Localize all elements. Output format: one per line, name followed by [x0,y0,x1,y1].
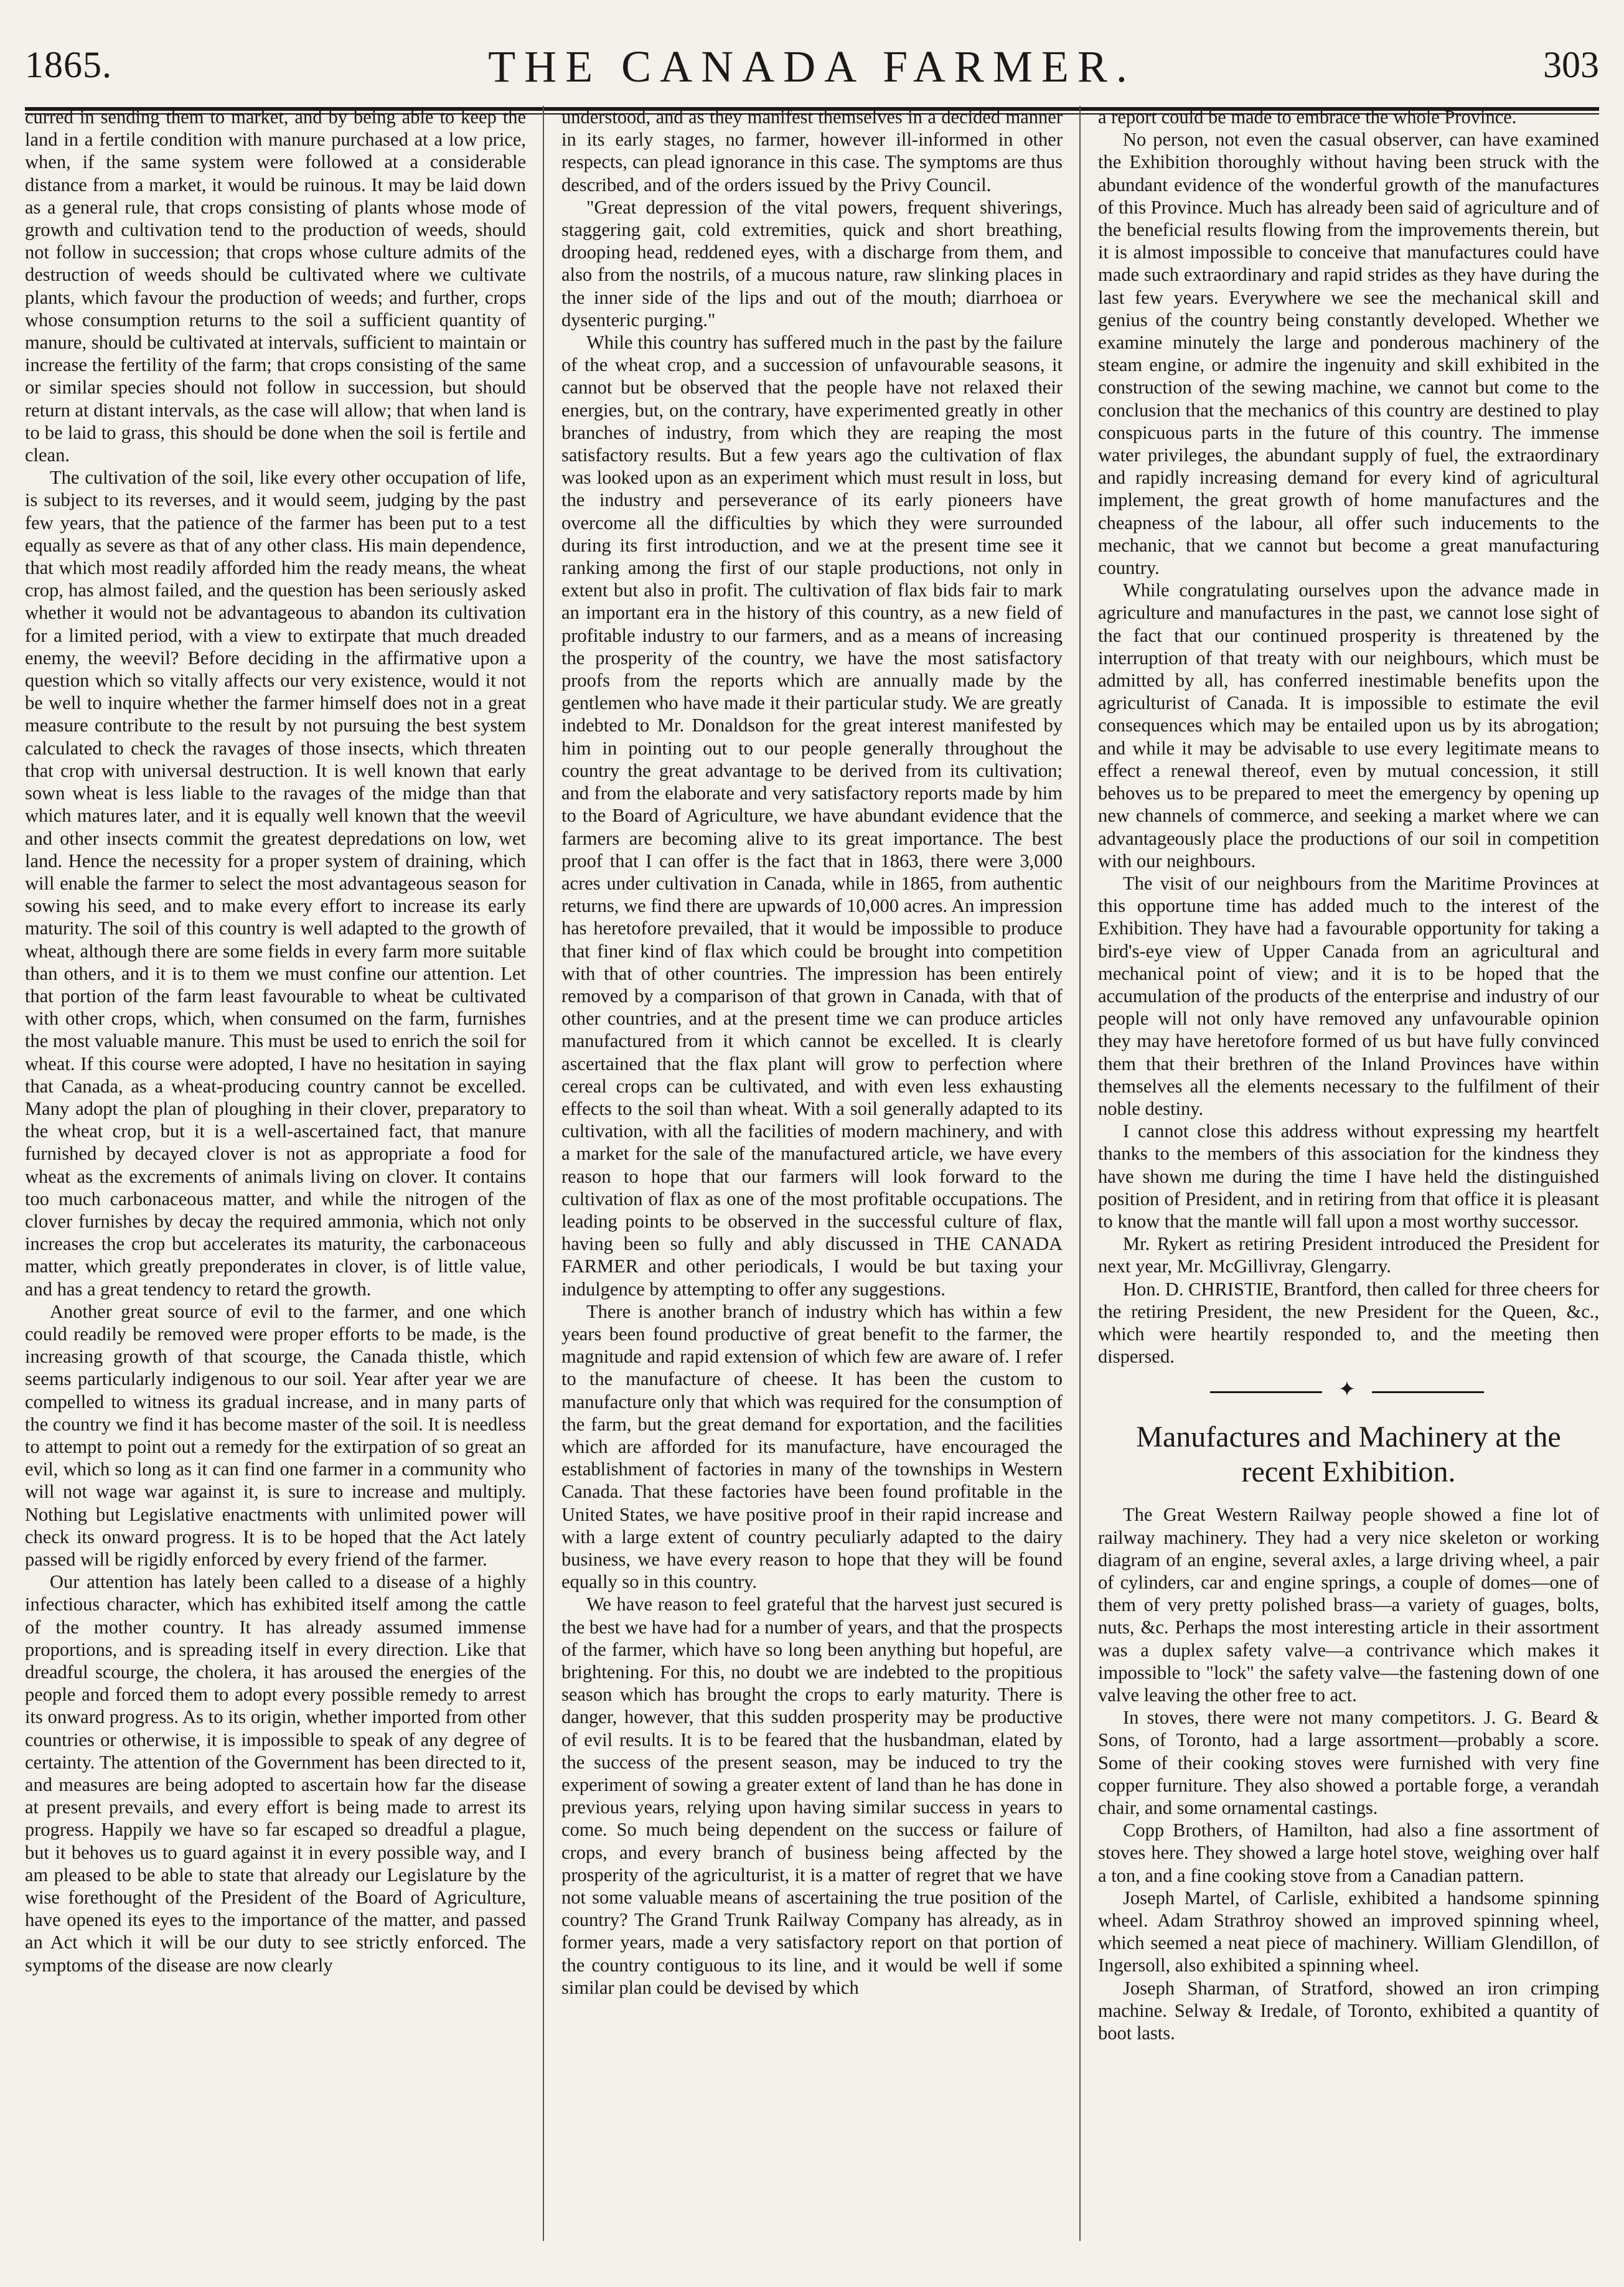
header-year: 1865. [25,44,112,85]
paragraph: Hon. D. CHRISTIE, Brantford, then called for three cheers for the retiring President, the new President for the Queen, &c., which were heartily responded to, and the meeting then dispersed. [1098,1278,1599,1368]
paragraph: The cultivation of the soil, like every other occupation of life, is subject to its reverses, and it would seem, judging by the past few years, that the patience of the farmer has been put to a test equally as severe as that of any other class. His main dependence, that which most readily afforded him the ready means, the wheat crop, has almost failed, and the question has been seriously asked whether it would not be advantageous to abandon its cultivation for a limited period, with a view to extirpate that much dreaded enemy, the weevil? Before deciding in the affirmative upon a question which so vitally affects our very existence, would it not be well to inquire whether the farmer himself does not in a great measure contribute to the result by not pursuing the best system calculated to check the ravages of those insects, which threaten that crop with universal destruction. It is well known that early sown wheat is less liable to the ravages of the midge than that which matures later, and it is equally well known that the weevil and other insects commit the greatest depredations on low, wet land. Hence the necessity for a proper system of draining, which will enable the farmer to select the most advantageous season for sowing his seed, and to make every effort to increase its early maturity. The soil of this country is well adapted to the growth of wheat, although there are some fields in every farm more suitable than others, and it is to them we must confine our attention. Let that portion of the farm least favourable to wheat be cultivated with other crops, which, when consumed on the farm, furnishes the most valuable manure. This must be used to enrich the soil for wheat. If this course were adopted, I have no hesitation in saying that Canada, as a wheat-producing country cannot be excelled. Many adopt the plan of ploughing in their clover, preparatory to the wheat crop, but it is a well-ascertained fact, that manure furnished by decayed clover is not as appropriate a food for wheat as the excrements of animals living on clover. It contains too much carbonaceous matter, and while the nitrogen of the clover furnishes by decay the required ammonia, which not only increases the crop but accelerates its maturity, the carbonaceous matter, which greatly preponderates in clover, is of little value, and has a great tendency to retard the growth. [25,467,526,1300]
ornament-icon: ✦ [1338,1378,1356,1402]
paragraph: Joseph Martel, of Carlisle, exhibited a handsome spinning wheel. Adam Strathroy showed an improved spinning wheel, which seemed a neat piece of machinery. William Glendillon, of Ingersoll, also exhibited a spinning wheel. [1098,1887,1599,1976]
column-3 [1098,106,1599,2241]
paragraph: No person, not even the casual observer, can have examined the Exhibition thoroughly without having been struck with the abundant evidence of the wonderful growth of the manufactures of this Province. Much has already been said of agriculture and of the beneficial results flowing from the improvements therein, but it is almost impossible to conceive that manufactures could have made such extraordinary and rapid strides as they have during the last few years. Everywhere we see the mechanical skill and genius of the country being constantly developed. Whether we examine minutely the large and ponderous machinery of the steam engine, or admire the ingenuity and skill exhibited in the construction of the sewing machine, we cannot but come to the conclusion that the mechanics of this country are destined to play conspicuous parts in the future of this country. The immense water privileges, the abundant supply of fuel, the extraordinary and rapidly increasing demand for every kind of agricultural implement, the great growth of home manufactures and the cheapness of the labour, all offer such inducements to the mechanic, that we cannot but become a great manufacturing country. [1098,129,1599,579]
paragraph: Joseph Sharman, of Stratford, showed an iron crimping machine. Selway & Iredale, of Toronto, exhibited a quantity of boot lasts. [1098,1977,1599,2044]
paragraph: Copp Brothers, of Hamilton, had also a fine assortment of stoves here. They showed a large hotel stove, weighing over half a ton, and a fine cooking stove from a Canadian pattern. [1098,1820,1599,1886]
paragraph: While this country has suffered much in the past by the failure of the wheat crop, and a succession of unfavourable seasons, it cannot but be observed that the people have not relaxed their energies, but, on the contrary, have experimented greatly in other branches of industry, from which they are reaping the most satisfactory results. But a few years ago the cultivation of flax was looked upon as an experiment which must result in loss, but the industry and perseverance of its early pioneers have overcome all the difficulties by which they were surrounded during its first introduction, and we at the present time see it ranking among the first of our staple productions, not only in extent but also in profit. The cultivation of flax bids fair to mark an important era in the history of this country, as a new field of profitable industry to our farmers, and as a means of increasing the prosperity of the country, we have the most satisfactory proofs from the reports which are annually made by the gentlemen who have made it their particular study. We are greatly indebted to Mr. Donaldson for the great interest manifested by him in pointing out to our people generally throughout the country the great advantage to be derived from its cultivation; and from the elaborate and very satisfactory reports made by him to the Board of Agriculture, we have abundant evidence that the farmers are becoming alive to its great importance. The best proof that I can offer is the fact that in 1863, there were 3,000 acres under cultivation in Canada, while in 1865, from authentic returns, we find there are upwards of 10,000 acres. An impression has heretofore prevailed, that it would be impossible to produce that finer kind of flax which could be brought into competition with that of other countries. The impression has been entirely removed by a comparison of that grown in Canada, with that of other countries, and at the present time we can produce articles manufactured from it which cannot be excelled. It is clearly ascertained that the flax plant will grow to perfection where cereal crops can be cultivated, and with even less exhausting effects to the soil than wheat. With a soil generally adapted to its cultivation, with all the facilities of modern machinery, and with a market for the sale of the manufactured article, we have every reason to hope that our farmers will look forward to the cultivation of flax as one of the most profitable occupations. The leading points to be observed in the successful culture of flax, having been so fully and ably discussed in THE CANADA FARMER and other periodicals, I would be but taxing your indulgence by attempting to offer any suggestions. [561,332,1063,1300]
column-1 [25,106,526,2241]
paragraph: Another great source of evil to the farmer, and one which could readily be removed were proper efforts to be made, is the increasing growth of that scourge, the Canada thistle, which seems particularly indigenous to our soil. Year after year we are compelled to witness its gradual increase, and in many parts of the country we find it has become master of the soil. It is needless to attempt to point out a remedy for the extirpation of so great an evil, which so long as it can find one farmer in a community who will not wage war against it, is sure to increase and multiply. Nothing but Legislative enactments with unlimited power will check its onward progress. It is to be hoped that the Act lately passed will be rigidly enforced by every friend of the farmer. [25,1300,526,1570]
section-heading: Manufactures and Machinery at the recent Exhibition. [1136,1421,1561,1489]
paragraph: curred in sending them to market, and by being able to keep the land in a fertile condition with manure purchased at a low price, when, if the same system were followed at a considerable distance from a market, it would be ruinous. It may be laid down as a general rule, that crops consisting of plants whose mode of growth and cultivation tend to the production of weeds, should not follow in succession; that crops whose culture admits of the destruction of weeds should be cultivated where we cultivate plants, which favour the production of weeds; and further, crops whose consumption returns to the soil a sufficient quantity of manure, should be cultivated at intervals, sufficient to maintain or increase the fertility of the farm; that crops consisting of the same or similar species should not follow in succession, but should return at distant intervals, as the case will allow; that when land is to be laid to grass, this should be done when the soil is fertile and clean. [25,106,526,466]
masthead-title: THE CANADA FARMER. [488,42,1136,92]
paragraph: There is another branch of industry which has within a few years been found productive of great benefit to the farmer, the magnitude and rapid extension of which few are aware of. I refer to the manufacture of cheese. It has been the custom to manufacture only that which was required for the consumption of the farm, but the great demand for exportation, and the facilities which are afforded for its manufacture, have encouraged the establishment of factories in many of the townships in Western Canada. That these factories have been found profitable in the United States, we have positive proof in their rapid increase and with a large extent of country peculiarly adapted to the dairy business, we have every reason to hope that they will be found equally so in this country. [561,1300,1063,1593]
section-divider [1098,1374,1599,1411]
paragraph: I cannot close this address without expressing my heartfelt thanks to the members of this association for the kindness they have shown me during the time I have held the distinguished position of President, and in retiring from that office it is pleasant to know that the mantle will fall upon a most worthy successor. [1098,1120,1599,1232]
paragraph: Our attention has lately been called to a disease of a highly infectious character, which has exhibited itself among the cattle of the mother country. It has already assumed immense proportions, and is spreading itself in every direction. Like that dreadful scourge, the cholera, it has aroused the energies of the people and forced them to adopt every possible remedy to arrest its onward progress. As to its origin, whether imported from other countries or otherwise, it is impossible to speak of any degree of certainty. The attention of the Government has been directed to it, and measures are being adopted to ascertain how far the disease at present prevails, and every effort is being made to arrest its progress. Happily we have so far escaped so dreadful a plague, but it behoves us to guard against it in every possible way, and I am pleased to be able to state that already our Legislature by the wise forethought of the President of the Board of Agriculture, have opened its eyes to the importance of the matter, and passed an Act which it will be our duty to see strictly enforced. The symptoms of the disease are now clearly [25,1571,526,1976]
paragraph: We have reason to feel grateful that the harvest just secured is the best we have had for a number of years, and that the prospects of the farmer, which have so long been anything but hopeful, are brightening. For this, no doubt we are indebted to the propitious season which has brought the crops to early maturity. There is danger, however, that this sudden prosperity may be productive of evil results. It is to be feared that the husbandman, elated by the success of the present season, may be induced to try the experiment of sowing a greater extent of land than he has done in previous years, relying upon having similar success in years to come. So much being dependent on the success or failure of crops, and every branch of business being affected by the prosperity of the agriculturist, it is a matter of regret that we have not some valuable means of ascertaining the true position of the country? The Grand Trunk Railway Company has already, as in former years, made a very satisfactory report on that portion of the country contiguous to its line, and it would be well if some similar plan could be devised by which [561,1594,1063,1998]
paragraph: a report could be made to embrace the whole Province. [1098,106,1517,128]
column-2 [561,106,1063,2241]
paragraph: The Great Western Railway people showed a fine lot of railway machinery. They had a very nice skeleton or working diagram of an engine, several axles, a large driving wheel, a pair of cylinders, car and engine springs, a couple of domes—one of them of very pretty polished brass—a variety of guages, bolts, nuts, &c. Perhaps the most interesting article in their assortment was a duplex safety valve—a contrivance which makes it impossible to "lock" the safety valve—the fastening down of one valve leaving the other free to act. [1098,1504,1599,1706]
quoted-symptoms: "Great depression of the vital powers, frequent shiverings, staggering gait, cold extremities, quick and short breathing, drooping head, reddened eyes, with a discharge from them, and also from the nostrils, of a mucous nature, raw slinking places in the inner side of the lips and out of the mouth; diarrhoea or dysenteric purging." [561,196,1063,331]
column-rule [543,106,544,2241]
paragraph: Mr. Rykert as retiring President introduced the President for next year, Mr. McGillivray, Glengarry. [1098,1233,1599,1277]
column-rule [1079,106,1081,2241]
divider-line-left [1210,1391,1322,1393]
page-number: 303 [1543,44,1599,85]
paragraph: In stoves, there were not many competitors. J. G. Beard & Sons, of Toronto, had a large assortment—probably a score. Some of their cooking stoves were furnished with very fine copper furniture. They also showed a portable forge, a verandah chair, and some ornamental castings. [1098,1707,1599,1819]
newspaper-page [25,19,1599,2266]
page-header [25,37,1599,106]
divider-line-right [1372,1391,1484,1393]
paragraph: The visit of our neighbours from the Maritime Provinces at this opportune time has added much to the interest of the Exhibition. They have had a favourable opportunity for taking a bird's-eye view of Upper Canada from an agricultural and mechanical point of view; and it is to be hoped that the accumulation of the products of the enterprise and industry of our people will not only have removed any unfavourable opinion they may have heretofore formed of us but have fully convinced them that their brethren of the Inland Provinces have within themselves all the elements necessary to the fulfilment of their noble destiny. [1098,872,1599,1119]
paragraph: understood, and as they manifest themselves in a decided manner in its early stages, no farmer, however ill-informed in other respects, can plead ignorance in this case. The symptoms are thus described, and of the orders issued by the Privy Council. [561,106,1063,195]
paragraph: While congratulating ourselves upon the advance made in agriculture and manufactures in the past, we cannot lose sight of the fact that our continued prosperity is threatened by the interruption of that treaty with our neighbours, which must be admitted by all, has conferred inestimable benefits upon the agriculturist of Canada. It is impossible to estimate the evil consequences which may be entailed upon us by its abrogation; and while it may be advisable to use every legitimate means to effect a renewal thereof, even by mutual concession, it still behoves us to be prepared to meet the emergency by opening up new channels of commerce, and seeking a market where we can advantageously place the productions of our soil in competition with our neighbours. [1098,580,1599,871]
